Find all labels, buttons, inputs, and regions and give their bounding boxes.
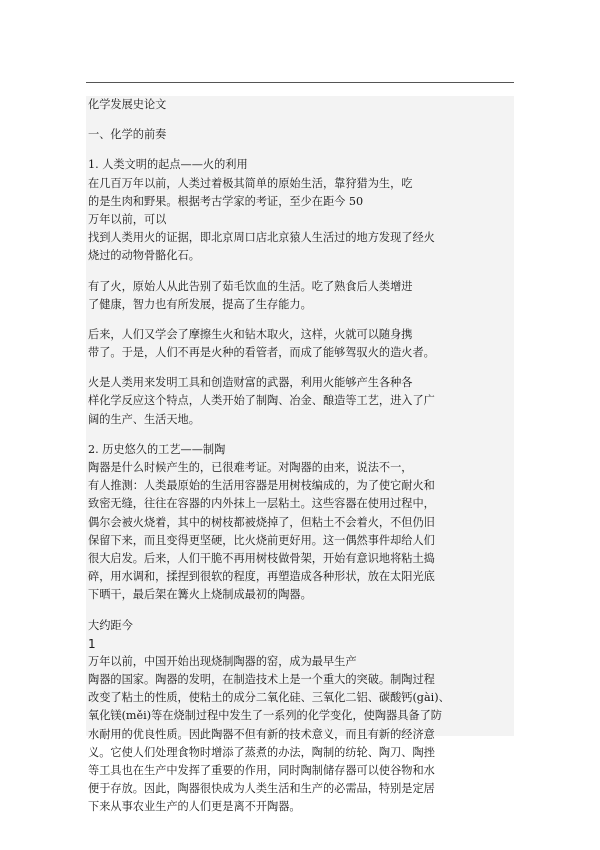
- paragraph-line: 大约距今: [88, 618, 133, 632]
- paragraph-line: 便于存放。因此，陶器很快成为人类生活和生产的必需品，特别是定居: [88, 782, 435, 796]
- paragraph-line: 水耐用的优良性质。因此陶器不但有新的技术意义，而且有新的经济意: [88, 727, 435, 741]
- paragraph-line: 义。它使人们处理食物时增添了蒸煮的办法，陶制的纺轮、陶刀、陶挫: [88, 745, 435, 759]
- paragraph-line: 等工具也在生产中发挥了重要的作用，同时陶制储存器可以使谷物和水: [88, 764, 435, 777]
- paragraph-line: 有人推测：人类最原始的生活用容器是用树枝编成的，为了使它耐火和: [88, 479, 435, 493]
- paragraph-line: 陶器的国家。陶器的发明，在制造技术上是一个重大的突破。制陶过程: [88, 673, 435, 687]
- paragraph-line: 陶器是什么时候产生的，已很难考证。对陶器的由来，说法不一，: [88, 461, 413, 474]
- paragraph-line: 带了。于是，人们不再是火种的看管者，而成了能够驾驭火的造火者。: [88, 346, 435, 360]
- subsection-heading: 1. 人类文明的起点——火的利用: [88, 158, 248, 172]
- section-heading: 一、化学的前奏: [88, 128, 167, 142]
- paragraph-line: 很大启发。后来，人们干脆不再用树枝做骨架，开始有意识地将粘土捣: [88, 551, 435, 565]
- paragraph-line: 改变了粘土的性质，使粘土的成分二氧化硅、三氧化二铝、碳酸钙(gài)、: [88, 691, 450, 705]
- paragraph-number: 1: [88, 636, 96, 651]
- paragraph-line: 下来从事农业生产的人们更是离不开陶器。: [88, 800, 301, 814]
- paragraph-line: 样化学反应这个特点，人类开始了制陶、冶金、酿造等工艺，进入了广: [88, 394, 435, 408]
- paragraph-line: 万年以前，中国开始出现烧制陶器的窑，成为最早生产: [88, 654, 357, 668]
- paragraph-line: 在几百万年以前，人类过着极其简单的原始生活，靠狩猎为生，吃: [88, 176, 413, 190]
- paragraph-line: 下晒干，最后架在篝火上烧制成最初的陶器。: [88, 588, 312, 602]
- subsection-heading: 2. 历史悠久的工艺——制陶: [88, 442, 226, 456]
- paragraph-line: 致密无缝，往往在容器的内外抹上一层粘土。这些容器在使用过程中，: [88, 497, 435, 511]
- paragraph-line: 阔的生产、生活天地。: [88, 412, 200, 426]
- document-title: 化学发展史论文: [88, 98, 167, 111]
- paragraph-line: 有了火，原始人从此告别了茹毛饮血的生活。吃了熟食后人类增进: [88, 279, 413, 293]
- paragraph-line: 了健康，智力也有所发展，提高了生存能力。: [88, 297, 312, 311]
- paragraph-line: 偶尔会被火烧着，其中的树枝都被烧掉了，但粘土不会着火，不但仍旧: [88, 515, 435, 529]
- paragraph-line: 保留下来，而且变得更坚硬，比火烧前更好用。这一偶然事件却给人们: [88, 533, 435, 547]
- paragraph-line: 碎，用水调和，揉捏到很软的程度，再塑造成各种形状，放在太阳光底: [88, 570, 435, 584]
- paragraph-line: 氧化镁(měi)等在烧制过程中发生了一系列的化学变化，使陶器具备了防: [88, 709, 442, 723]
- paragraph-line: 烧过的动物骨骼化石。: [88, 249, 200, 263]
- header-rule: [86, 82, 514, 83]
- paragraph-line: 万年以前，可以: [88, 212, 167, 226]
- paragraph-line: 的是生肉和野果。根据考古学家的考证，至少在距今 50: [88, 194, 364, 208]
- paragraph-line: 火是人类用来发明工具和创造财富的武器，利用火能够产生各种各: [88, 376, 413, 390]
- document-body: [86, 96, 514, 814]
- paragraph-line: 找到人类用火的证据，即北京周口店北京猿人生活过的地方发现了经火: [88, 231, 435, 245]
- paragraph-line: 后来，人们又学会了摩擦生火和钻木取火，这样，火就可以随身携: [88, 327, 413, 341]
